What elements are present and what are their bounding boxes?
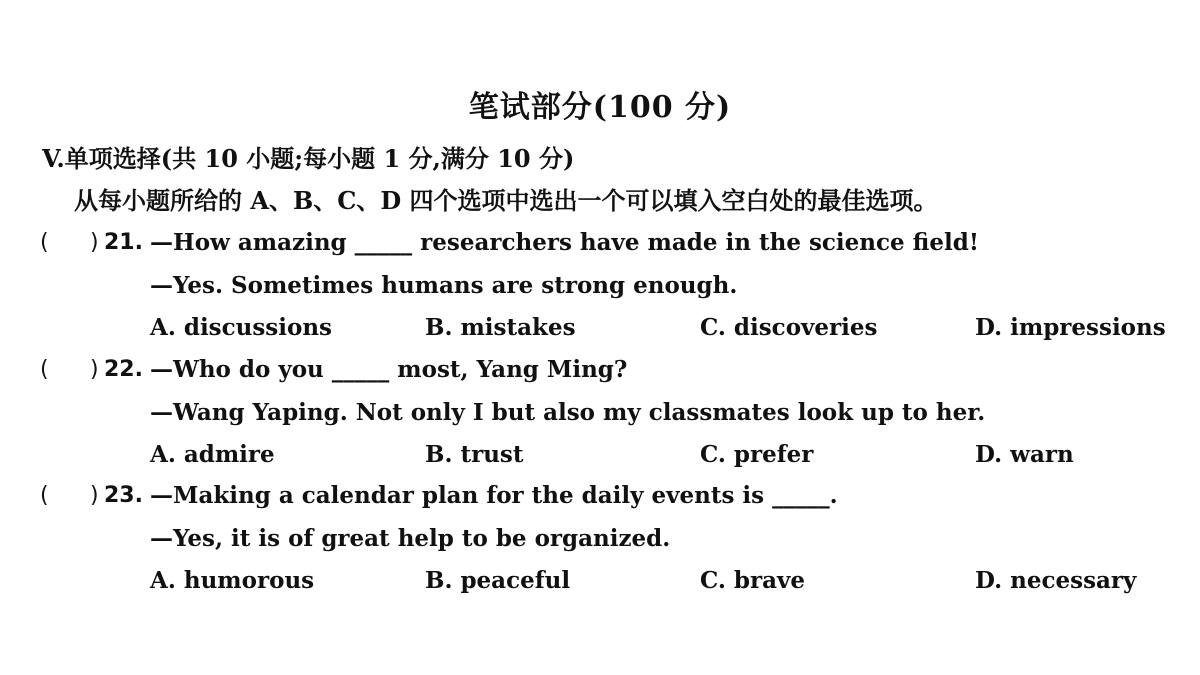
- answer-paren-close: ): [90, 357, 99, 382]
- question-response: —Yes, it is of great help to be organized.: [150, 525, 671, 552]
- option-c: C. prefer: [700, 441, 814, 468]
- answer-paren-open: (: [40, 483, 49, 508]
- option-b: B. peaceful: [425, 567, 571, 594]
- question-number: 22.: [104, 357, 143, 382]
- option-d: D. necessary: [975, 567, 1137, 594]
- answer-paren-open: (: [40, 357, 49, 382]
- option-b: B. trust: [425, 441, 524, 468]
- question-number: 21.: [104, 230, 143, 255]
- answer-paren-open: (: [40, 230, 49, 255]
- question-prompt: —How amazing _____ researchers have made in the science field!: [150, 229, 979, 256]
- question-number: 23.: [104, 483, 143, 508]
- answer-paren-close: ): [90, 230, 99, 255]
- section-heading: V.单项选择(共 10 小题;每小题 1 分,满分 10 分): [42, 144, 575, 173]
- option-d: D. warn: [975, 441, 1074, 468]
- section-instruction: 从每小题所给的 A、B、C、D 四个选项中选出一个可以填入空白处的最佳选项。: [74, 186, 938, 215]
- option-b: B. mistakes: [425, 314, 576, 341]
- question-prompt: —Making a calendar plan for the daily events is _____.: [150, 482, 838, 509]
- option-a: A. humorous: [150, 567, 315, 594]
- question-response: —Wang Yaping. Not only I but also my classmates look up to her.: [150, 399, 986, 426]
- answer-paren-close: ): [90, 483, 99, 508]
- question-prompt: —Who do you _____ most, Yang Ming?: [150, 356, 628, 383]
- option-d: D. impressions: [975, 314, 1166, 341]
- option-c: C. brave: [700, 567, 806, 594]
- page-title: 笔试部分(100 分): [468, 90, 732, 125]
- question-response: —Yes. Sometimes humans are strong enough.: [150, 272, 738, 299]
- option-c: C. discoveries: [700, 314, 878, 341]
- option-a: A. admire: [150, 441, 275, 468]
- option-a: A. discussions: [150, 314, 333, 341]
